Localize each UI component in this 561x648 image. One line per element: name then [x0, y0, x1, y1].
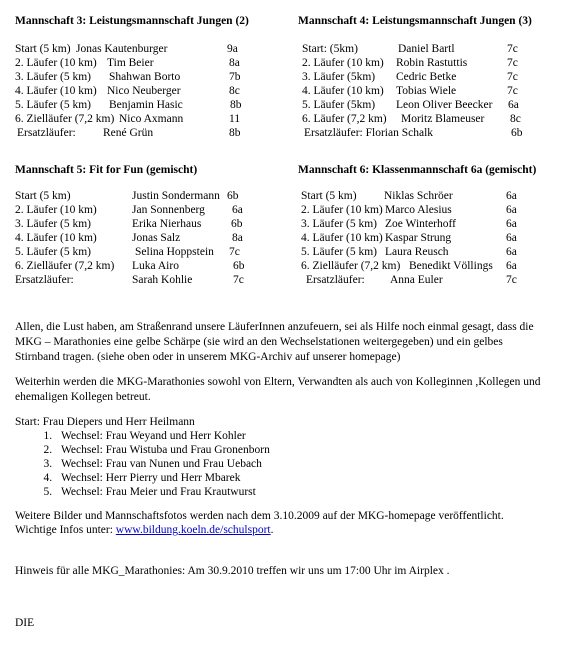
runner-name: René Grün — [103, 127, 154, 139]
team4-title: Mannschaft 4: Leistungsmannschaft Jungen (3) — [298, 15, 532, 27]
runner-name: Sarah Kohlie — [132, 274, 193, 286]
runner-name: Tobias Wiele — [396, 85, 457, 97]
class-cell: 6a — [232, 204, 243, 216]
footer-text: DIE — [15, 617, 35, 629]
role-cell: Ersatzläufer: Florian Schalk — [304, 127, 434, 139]
runner-name: Jan Sonnenberg — [132, 204, 205, 216]
photos-note: Weitere Bilder und Mannschaftsfotos werden nach dem 3.10.2009 auf der MKG-homepage veröffentlicht. — [15, 510, 504, 522]
class-cell: 7c — [507, 71, 518, 83]
team5-title: Mannschaft 5: Fit for Fun (gemischt) — [15, 164, 198, 176]
class-cell: 6a — [506, 232, 517, 244]
role-cell: 2. Läufer (10 km) — [301, 204, 383, 216]
class-cell: 7c — [506, 274, 517, 286]
runner-name: Niklas Schröer — [384, 190, 453, 202]
runner-name: Nico Neuberger — [107, 85, 181, 97]
list-item: 1. Wechsel: Frau Weyand und Herr Kohler — [55, 429, 270, 443]
runner-name: Tim Beier — [107, 57, 154, 69]
role-cell: 2. Läufer (10 km) — [302, 57, 384, 69]
class-cell: 8b — [230, 99, 242, 111]
role-cell: 4. Läufer (10 km) — [301, 232, 383, 244]
role-cell: 6. Zielläufer (7,2 km) — [301, 260, 401, 272]
class-cell: 8a — [232, 232, 243, 244]
role-cell: Ersatzläufer: — [15, 274, 74, 286]
role-cell: 4. Läufer (10 km) — [15, 85, 97, 97]
role-cell: Start (5 km) — [15, 190, 71, 202]
runner-name: Zoe Winterhoff — [385, 218, 456, 230]
info-line — [15, 523, 273, 537]
runner-name: Selina Hoppstein — [135, 246, 214, 258]
runner-name: Leon Oliver Beecker — [396, 99, 493, 111]
class-cell: 9a — [227, 43, 238, 55]
runner-name: Robin Rastuttis — [396, 57, 468, 69]
role-cell: 2. Läufer (10 km) — [15, 57, 97, 69]
class-cell: 8c — [229, 85, 240, 97]
class-cell: 6b — [233, 260, 245, 272]
role-cell: 5. Läufer (5 km) — [15, 99, 91, 111]
runner-name: Anna Euler — [390, 274, 443, 286]
list-item: 5. Wechsel: Frau Meier und Frau Krautwurst — [55, 485, 270, 499]
class-cell: 11 — [229, 113, 241, 125]
runner-name: Nico Axmann — [119, 113, 184, 125]
role-cell: 5. Läufer (5 km) — [15, 246, 91, 258]
role-cell: 6. Zielläufer (7,2 km) — [15, 113, 115, 125]
support-paragraph: Weiterhin werden die MKG-Marathonies sowohl von Eltern, Verwandten als auch von Kolleginnen ,Kollegen und ehemaligen Kollegen betreut. — [15, 376, 541, 403]
role-cell: 5. Läufer (5km) — [302, 99, 376, 111]
start-line: Start: Frau Diepers und Herr Heilmann — [15, 416, 195, 428]
role-cell: Start (5 km) — [15, 43, 71, 55]
class-cell: 7c — [507, 43, 518, 55]
runner-name: Moritz Blameuser — [401, 113, 485, 125]
runner-name: Kaspar Strung — [385, 232, 452, 244]
class-cell: 8b — [229, 127, 241, 139]
class-cell: 6b — [227, 190, 239, 202]
runner-name: Laura Reusch — [385, 246, 449, 258]
runner-name: Benedikt Völlings — [409, 260, 493, 272]
class-cell: 8a — [229, 57, 240, 69]
cheer-paragraph: Allen, die Lust haben, am Straßenrand unsere LäuferInnen anzufeuern, sei als Hilfe noch einmal gesagt, dass die MKG – Marathonies eine gelbe Schärpe (sie wird an den Wechselstationen weitergegeben) und ein gelbes Stirnband tragen. (siehe oben oder in unserem MKG-Archiv auf unserer homepage) — [15, 321, 534, 363]
role-cell: 3. Läufer (5km) — [302, 71, 376, 83]
role-cell: 3. Läufer (5 km) — [15, 71, 91, 83]
schulsport-link[interactable]: www.bildung.koeln.de/schulsport — [115, 524, 271, 536]
role-cell: 6. Zielläufer (7,2 km) — [15, 260, 115, 272]
class-cell: 6a — [506, 260, 517, 272]
role-cell: 2. Läufer (10 km) — [15, 204, 97, 216]
role-cell: 4. Läufer (10 km) — [15, 232, 97, 244]
role-cell: 4. Läufer (10 km) — [302, 85, 384, 97]
class-cell: 6a — [506, 218, 517, 230]
class-cell: 6a — [506, 204, 517, 216]
info-label: Wichtige Infos unter: — [15, 524, 116, 536]
class-cell: 6a — [506, 190, 517, 202]
list-item: 2. Wechsel: Frau Wistuba und Frau Gronenborn — [55, 443, 270, 457]
class-cell: 7c — [507, 85, 518, 97]
role-cell: 5. Läufer (5 km) — [301, 246, 377, 258]
runner-name: Jonas Kautenburger — [76, 43, 168, 55]
meeting-note: Hinweis für alle MKG_Marathonies: Am 30.9.2010 treffen wir uns um 17:00 Uhr im Airplex . — [15, 565, 450, 577]
runner-name: Marco Alesius — [385, 204, 452, 216]
class-cell: 8c — [510, 113, 521, 125]
class-cell: 7c — [507, 57, 518, 69]
runner-name: Shahwan Borto — [109, 71, 181, 83]
runner-name: Jonas Salz — [132, 232, 181, 244]
list-item: 3. Wechsel: Frau van Nunen und Frau Uebach — [55, 457, 270, 471]
role-cell: Start: (5km) — [302, 43, 358, 55]
role-cell: 6. Läufer (7,2 km) — [302, 113, 387, 125]
class-cell: 7c — [229, 246, 240, 258]
class-cell: 6a — [506, 246, 517, 258]
list-item: 4. Wechsel: Herr Pierry und Herr Mbarek — [55, 471, 270, 485]
role-cell: Ersatzläufer: — [306, 274, 365, 286]
role-cell: Ersatzläufer: — [17, 127, 76, 139]
class-cell: 6b — [231, 218, 243, 230]
team3-title: Mannschaft 3: Leistungsmannschaft Jungen (2) — [15, 15, 249, 27]
runner-name: Cedric Betke — [396, 71, 457, 83]
runner-name: Luka Airo — [132, 260, 179, 272]
role-cell: 3. Läufer (5 km) — [15, 218, 91, 230]
role-cell: Start (5 km) — [301, 190, 357, 202]
runner-name: Justin Sondermann — [132, 190, 220, 202]
class-cell: 7b — [229, 71, 241, 83]
runner-name: Erika Nierhaus — [132, 218, 202, 230]
runner-name: Benjamin Hasic — [109, 99, 183, 111]
class-cell: 7c — [233, 274, 244, 286]
role-cell: 3. Läufer (5 km) — [301, 218, 377, 230]
class-cell: 6a — [508, 99, 519, 111]
class-cell: 6b — [511, 127, 523, 139]
team6-title: Mannschaft 6: Klassenmannschaft 6a (gemischt) — [298, 164, 537, 176]
runner-name: Daniel Bartl — [398, 43, 455, 55]
exchange-list — [15, 429, 270, 499]
info-suffix: . — [270, 524, 274, 536]
